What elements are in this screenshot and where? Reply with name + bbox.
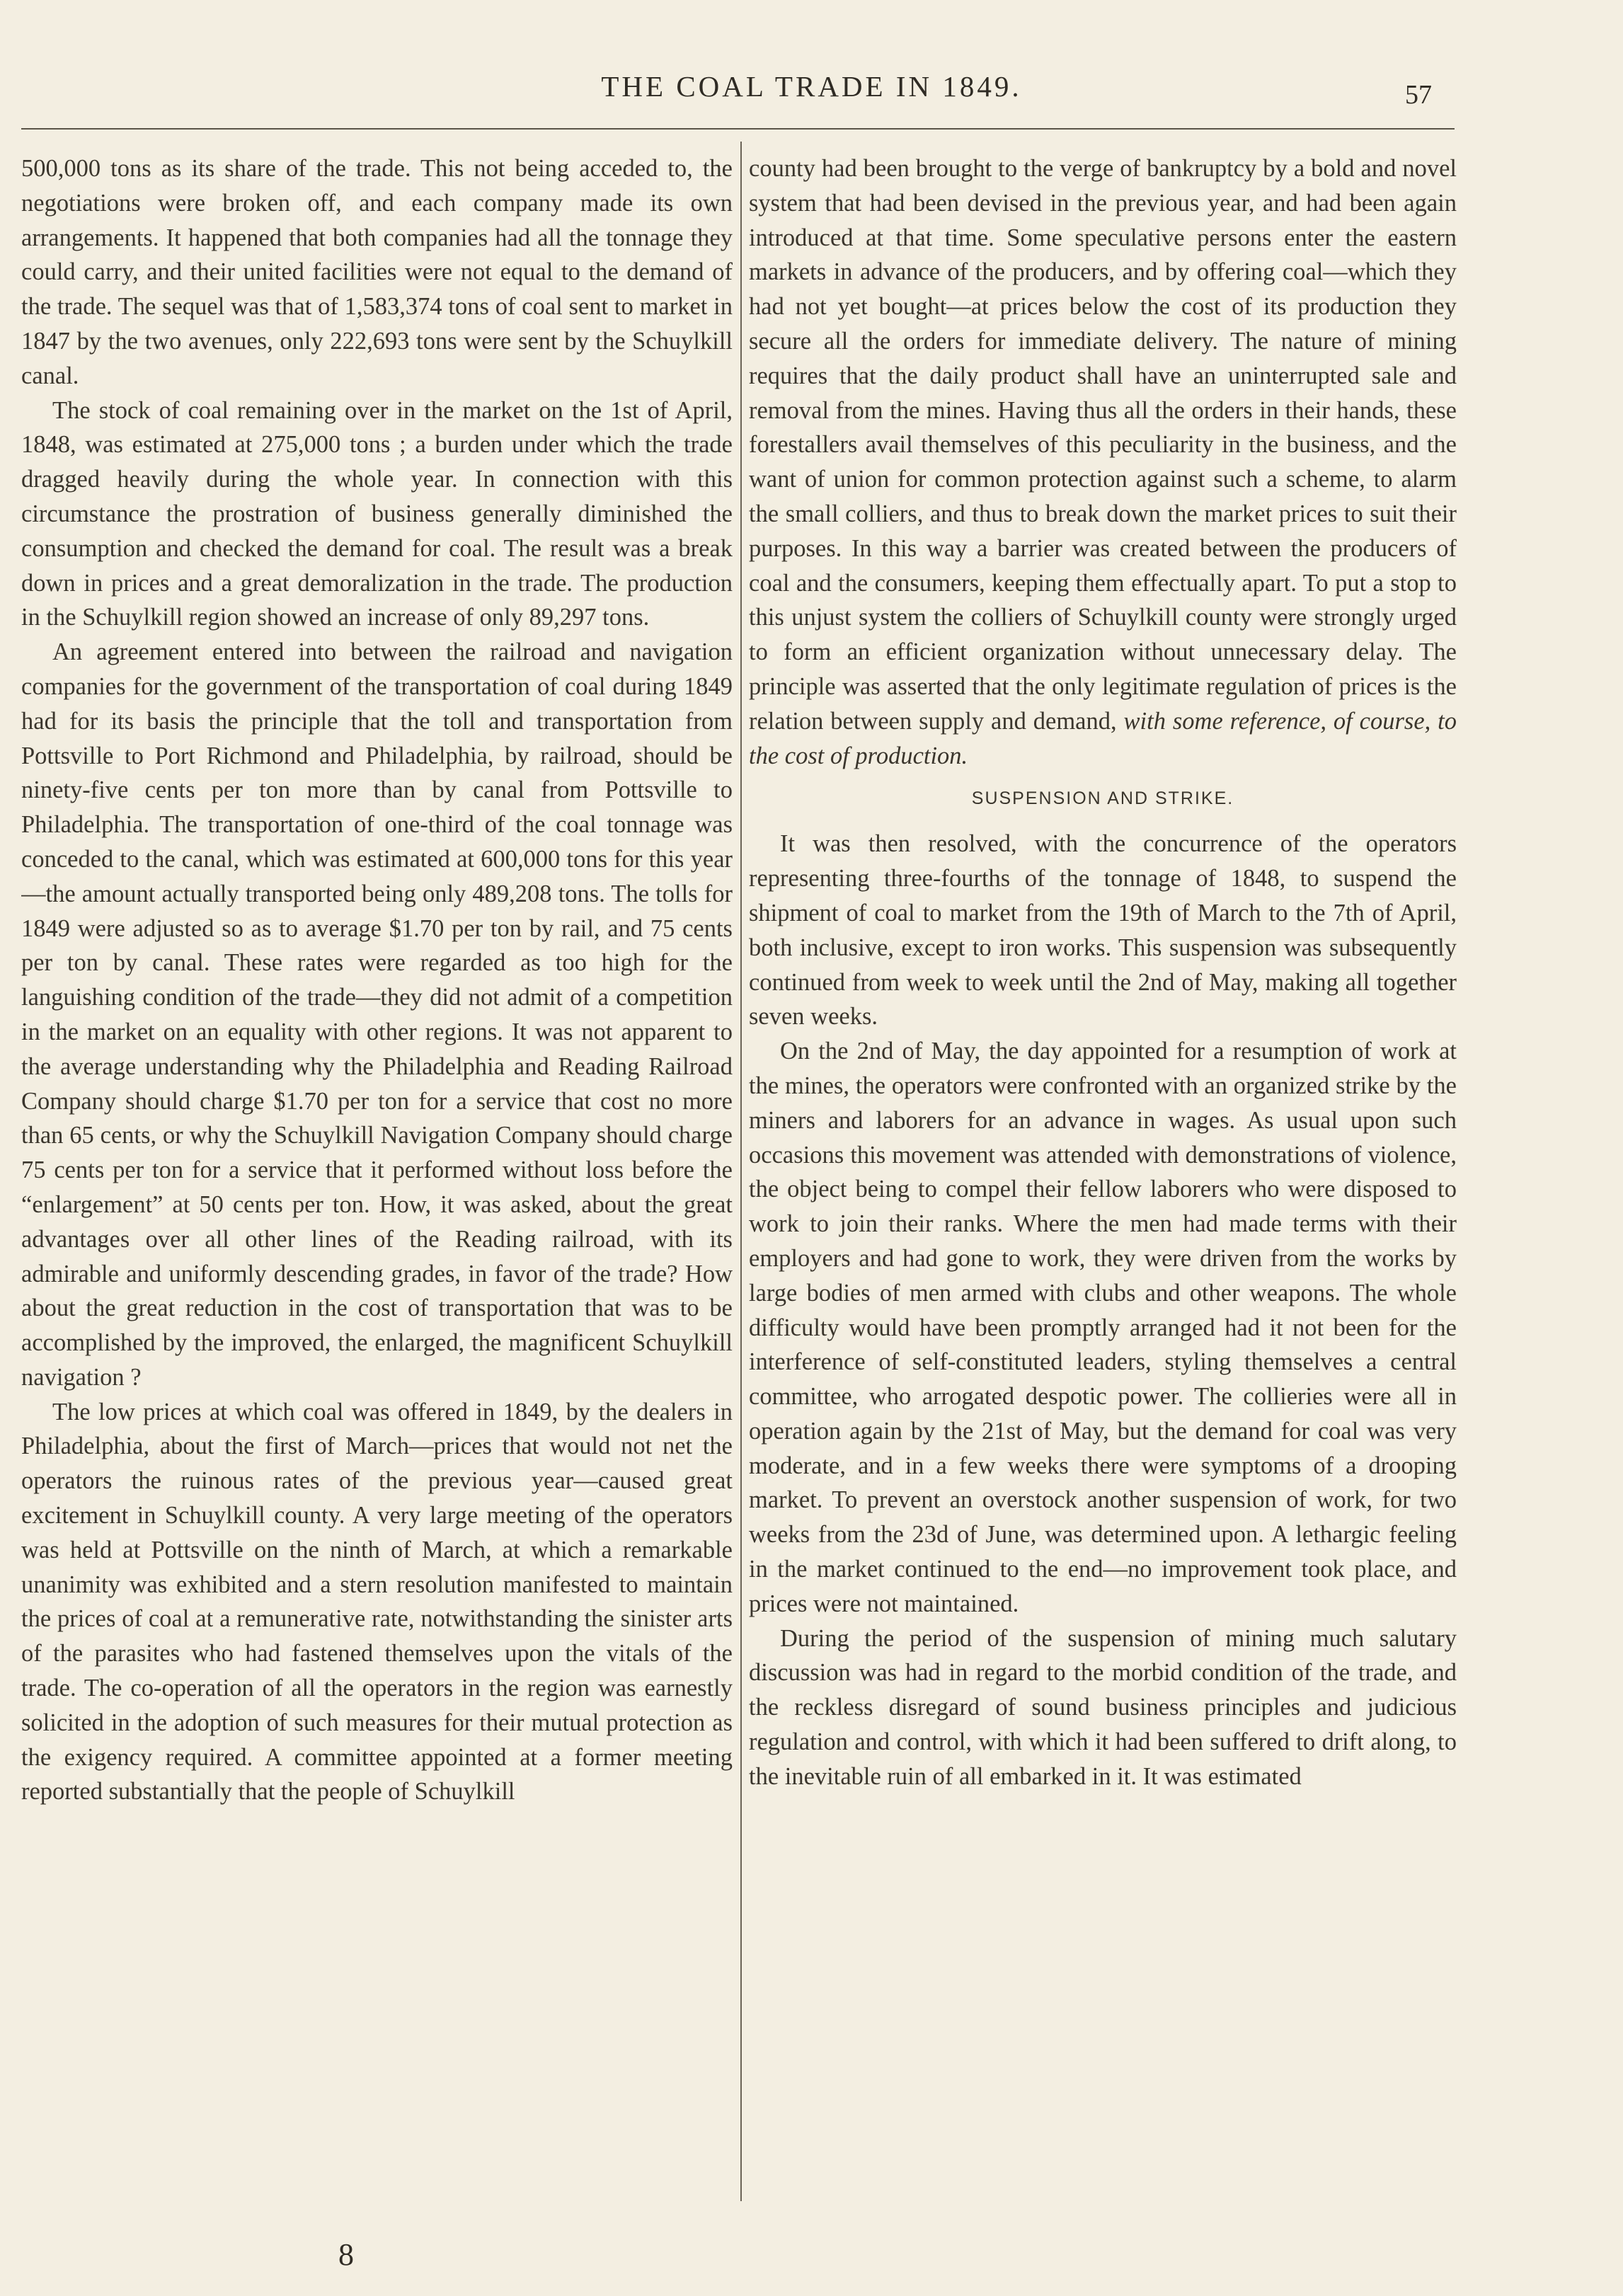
paragraph: The stock of coal remaining over in the market on the 1st of April, 1848, was estimated at 275,000 tons ; a burden under which the trade dragged heavily during the whole year. In connection with this circumstance the prostration of business generally diminished the consumption and checked the demand for coal. The result was a break down in prices and a great demoralization in the trade. The production in the Schuylkill region showed an increase of only 89,297 tons. xyxy=(21,396,733,631)
running-head-title: THE COAL TRADE IN 1849. xyxy=(601,70,1022,103)
paragraph: During the period of the suspension of mining much salutary discussion was had in regard to the morbid condition of the trade, and the reckless disregard of sound business principles and judicious regulation and control, with which it had been suffered to drift along, to the inevitable ruin of all embarked in it. It was estimated xyxy=(749,1624,1457,1790)
right-column xyxy=(749,151,1457,2225)
page-number: 57 xyxy=(1405,80,1432,110)
left-column xyxy=(21,151,733,2225)
italic-phrase: with some reference, of course, to the cost of production. xyxy=(749,707,1457,769)
paragraph xyxy=(749,151,1457,773)
paragraph: It was then resolved, with the concurrence of the operators representing three-fourths of the tonnage of 1848, to suspend the shipment of coal to market from the 19th of March to the 7th of April, both inclusive, except to iron works. This suspension was subsequently continued from week to week until the 2nd of May, making all together seven weeks. xyxy=(749,830,1457,1031)
column-divider xyxy=(740,142,742,2201)
paragraph: On the 2nd of May, the day appointed for a resumption of work at the mines, the operators were confronted with an organized strike by the miners and laborers for an advance in wages. As usual upon such occasions this movement was attended with demonstrations of violence, the object being to compel their fellow laborers who were disposed to work to join their ranks. Where the men had made terms with their employers and had gone to work, they were driven from the works by large bodies of men armed with clubs and other weapons. The whole difficulty would have been promptly arranged had it not been for the interference of self-constituted leaders, styling themselves a central committee, who arrogated despotic power. The collieries were all in operation again by the 21st of May, but the demand for coal was very moderate, and in a few weeks there were symptoms of a drooping market. To prevent an overstock another suspension of work, for two weeks from the 23d of June, was determined upon. A lethargic feeling in the market continued to the end—no improvement took place, and prices were not maintained. xyxy=(749,1038,1457,1617)
paragraph: An agreement entered into between the railroad and navigation companies for the government of the transportation of coal during 1849 had for its basis the principle that the toll and transportation from Pottsville to Port Richmond and Philadelphia, by railroad, should be ninety-five cents per ton more than by canal from Pottsville to Philadelphia. The transportation of one-third of the coal tonnage was conceded to the canal, which was estimated at 600,000 tons for this year—the amount actually transported being only 489,208 tons. The tolls for 1849 were adjusted so as to average $1.70 per ton by rail, and 75 cents per ton by canal. These rates were regarded as too high for the languishing condition of the trade—they did not admit of a competition in the market on an equality with other regions. It was not apparent to the average understanding why the Philadelphia and Reading Railroad Company should charge $1.70 per ton for a service that cost no more than 65 cents, or why the Schuylkill Navigation Company should charge 75 cents per ton for a service that it performed without loss before the “enlargement” at 50 cents per ton. How, it was asked, about the great advantages over all other lines of the Reading railroad, with its admirable and uniformly descending grades, in favor of the trade? How about the great reduction in the cost of transportation that was to be accomplished by the improved, the enlarged, the magnificent Schuylkill navigation ? xyxy=(21,638,733,1391)
header-rule xyxy=(21,128,1455,130)
paragraph: 500,000 tons as its share of the trade. This not being acceded to, the negotiations were broken off, and each company made its own arrangements. It happened that both companies had all the tonnage they could carry, and their united facilities were not equal to the demand of the trade. The sequel was that of 1,583,374 tons of coal sent to market in 1847 by the two avenues, only 222,693 tons were sent by the Schuylkill canal. xyxy=(21,155,733,389)
section-heading: SUSPENSION AND STRIKE. xyxy=(971,788,1234,809)
paragraph-text: county had been brought to the verge of bankruptcy by a bold and novel system that had been devised in the previous year, and had been again introduced at that time. Some speculative persons enter the eastern markets in advance of the producers, and by offering coal—which they had not yet bought—at prices below the cost of its production they secure all the orders for immediate delivery. The nature of mining requires that the daily product shall have an uninterrupted sale and removal from the mines. Having thus all the orders in their hands, these forestallers avail themselves of this peculiarity in the business, and the want of union for common protection against such a scheme, to alarm the small colliers, and thus to break down the market prices to suit their purposes. In this way a barrier was created between the producers of coal and the consumers, keeping them effectually apart. To put a stop to this unjust system the colliers of Schuylkill county were strongly urged to form an efficient organization without unnecessary delay. The principle was asserted that the only legitimate regulation of prices is the relation between supply and demand, xyxy=(749,155,1457,735)
paragraph: The low prices at which coal was offered in 1849, by the dealers in Philadelphia, about the first of March—prices that would not net the operators the ruinous rates of the previous year—caused great excitement in Schuylkill county. A very large meeting of the operators was held at Pottsville on the ninth of March, at which a remarkable unanimity was exhibited and a stern resolution manifested to maintain the prices of coal at a remunerative rate, notwithstanding the sinister arts of the parasites who had fastened themselves upon the vitals of the trade. The co-operation of all the operators in the region was earnestly solicited in the adoption of such measures for their mutual protection as the exigency required. A committee appointed at a former meeting reported substantially that the people of Schuylkill xyxy=(21,1398,733,1806)
signature-mark: 8 xyxy=(338,2237,354,2272)
